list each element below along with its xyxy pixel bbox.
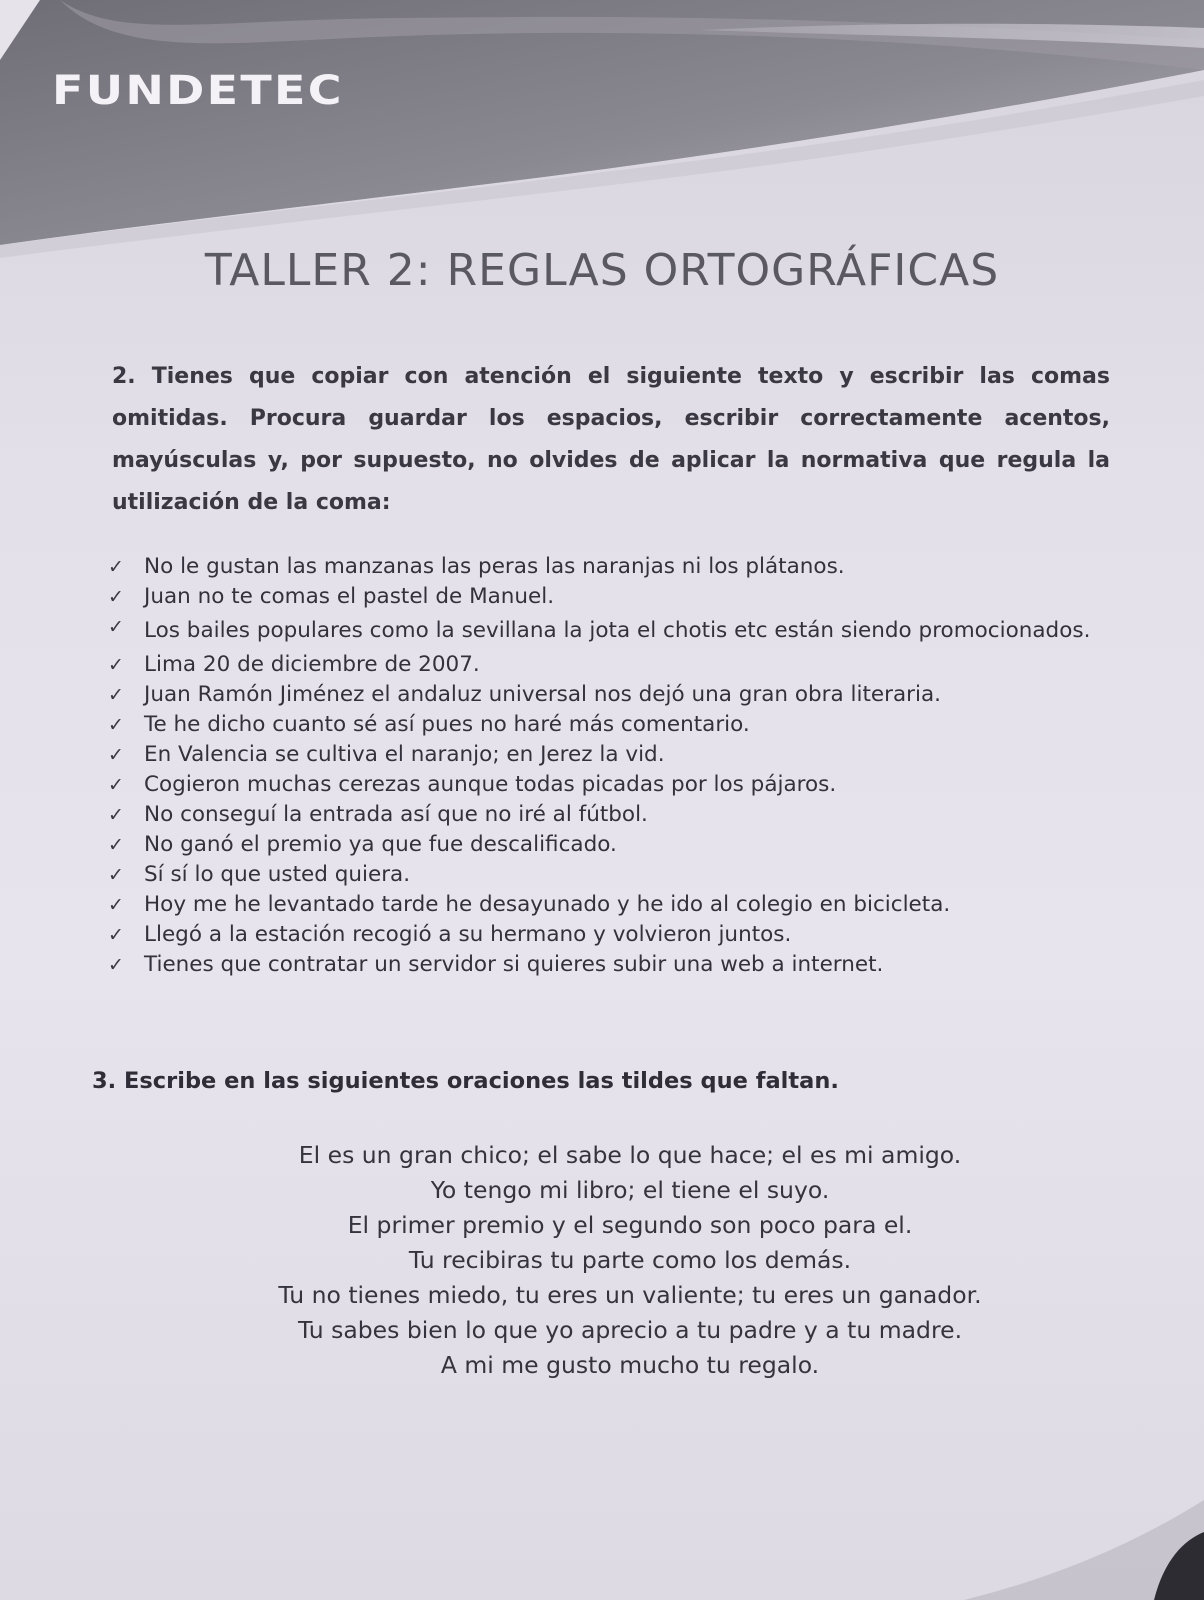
checkmark-icon: ✓ xyxy=(108,654,124,676)
list-item xyxy=(108,800,1118,830)
sentence-text: No conseguí la entrada así que no iré al fútbol. xyxy=(144,802,648,827)
sentence-text: Lima 20 de diciembre de 2007. xyxy=(144,652,480,677)
sentence-text: No le gustan las manzanas las peras las naranjas ni los plátanos. xyxy=(144,554,845,579)
accent-sentence: A mi me gusto mucho tu regalo. xyxy=(440,1351,820,1379)
fundetec-logo: FUNDETEC xyxy=(52,68,344,114)
list-item xyxy=(108,552,1118,582)
checkmark-icon: ✓ xyxy=(108,744,124,766)
sentence-text: Hoy me he levantado tarde he desayunado y he ido al colegio en bicicleta. xyxy=(144,892,951,917)
sentence-text: Tienes que contratar un servidor si quieres subir una web a internet. xyxy=(144,952,884,977)
checkmark-icon: ✓ xyxy=(108,774,124,796)
sentence-text: En Valencia se cultiva el naranjo; en Jerez la vid. xyxy=(144,742,665,767)
checkmark-icon: ✓ xyxy=(108,714,124,736)
checkmark-icon: ✓ xyxy=(108,864,124,886)
list-item xyxy=(108,830,1118,860)
footer-corner-graphic xyxy=(964,1480,1204,1600)
checkmark-icon: ✓ xyxy=(108,894,124,916)
sentence-text: No ganó el premio ya que fue descalificado. xyxy=(144,832,617,857)
accent-sentence: Tu recibiras tu parte como los demás. xyxy=(408,1246,852,1274)
checkmark-icon: ✓ xyxy=(108,684,124,706)
sentence-text: Te he dicho cuanto sé así pues no haré más comentario. xyxy=(144,712,750,737)
sentence-text: Sí sí lo que usted quiera. xyxy=(144,862,411,887)
list-item xyxy=(108,650,1118,680)
sentence-text: Juan Ramón Jiménez el andaluz universal nos dejó una gran obra literaria. xyxy=(144,682,941,707)
accent-sentence: Tu sabes bien lo que yo aprecio a tu padre y a tu madre. xyxy=(297,1316,963,1344)
sentence-text: Llegó a la estación recogió a su hermano y volvieron juntos. xyxy=(144,922,792,947)
sentence-text: Cogieron muchas cerezas aunque todas picadas por los pájaros. xyxy=(144,772,837,797)
accent-sentence-block xyxy=(200,1138,1060,1383)
accent-sentence: El primer premio y el segundo son poco para el. xyxy=(347,1211,913,1239)
checkmark-icon: ✓ xyxy=(108,924,124,946)
checkmark-icon: ✓ xyxy=(108,834,124,856)
list-item xyxy=(108,860,1118,890)
comma-sentence-list xyxy=(108,552,1118,980)
list-item xyxy=(108,740,1118,770)
list-item xyxy=(108,920,1118,950)
header-swoosh-graphic xyxy=(0,0,1204,260)
page-title: TALLER 2: REGLAS ORTOGRÁFICAS xyxy=(204,245,1000,296)
exercise-2-instructions: 2. Tienes que copiar con atención el siguiente texto y escribir las comas omitidas. Procura guardar los espacios, escribir correctamente acentos, mayúsculas y, por supuesto, no olvides de aplicar la normativa que regula la utilización de la coma: xyxy=(112,364,1110,515)
checkmark-icon: ✓ xyxy=(108,586,124,608)
list-item xyxy=(108,680,1118,710)
checkmark-icon: ✓ xyxy=(108,616,124,638)
list-item xyxy=(108,890,1118,920)
header-banner xyxy=(0,0,1204,260)
accent-sentence: Yo tengo mi libro; el tiene el suyo. xyxy=(430,1176,830,1204)
sentence-text: Juan no te comas el pastel de Manuel. xyxy=(144,584,555,609)
list-item xyxy=(108,770,1118,800)
list-item xyxy=(108,612,1118,650)
exercise-3-heading: 3. Escribe en las siguientes oraciones las tildes que faltan. xyxy=(92,1068,839,1094)
list-item xyxy=(108,582,1118,612)
accent-sentence: Tu no tienes miedo, tu eres un valiente; tu eres un ganador. xyxy=(278,1281,982,1309)
accent-sentence: El es un gran chico; el sabe lo que hace; el es mi amigo. xyxy=(298,1141,962,1169)
checkmark-icon: ✓ xyxy=(108,954,124,976)
checkmark-icon: ✓ xyxy=(108,804,124,826)
sentence-text: Los bailes populares como la sevillana la jota el chotis etc están siendo promocionados. xyxy=(144,618,1091,643)
list-item xyxy=(108,710,1118,740)
list-item xyxy=(108,950,1118,980)
checkmark-icon: ✓ xyxy=(108,556,124,578)
